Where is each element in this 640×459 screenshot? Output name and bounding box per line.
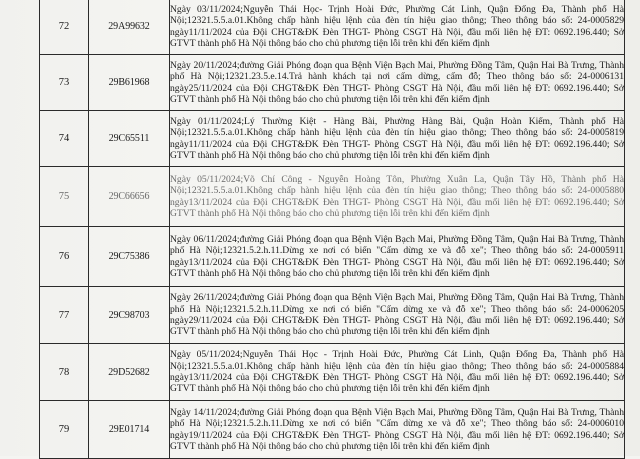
table-row (40, 344, 625, 401)
row-number: 72 (40, 0, 89, 55)
violation-details: Ngày 14/11/2024;đường Giải Phóng đoạn qua Bệnh Viện Bạch Mai, Phường Đồng Tâm, Quận Hai Bà Trưng, Thành phố Hà Nội;12321.5.2.h.11.Dừng xe nơi có biển "Cấm dừng xe và đỗ xe"; Theo thông báo số: 24-0006010 ngày19/11/2024 của Đội CHGT&ĐK Đèn THGT- Phòng CSGT Hà Nội, đầu mối liên hệ ĐT: 0692.196.440; Sở GTVT thành phố Hà Nội thông báo cho chủ phương tiện lỗi trên khi đến kiểm định (170, 401, 625, 459)
license-plate: 29C65511 (89, 111, 170, 167)
row-number: 74 (40, 111, 89, 167)
row-number: 79 (40, 401, 89, 459)
license-plate: 29B61968 (89, 55, 170, 111)
violation-details: Ngày 26/11/2024;đường Giải Phóng đoạn qua Bệnh Viện Bạch Mai, Phường Đồng Tâm, Quận Hai Bà Trưng, Thành phố Hà Nội;12321.5.2.h.11.Dừng xe nơi có biển "Cấm dừng xe và đỗ xe"; Theo thông báo số: 24-0006205 ngày29/11/2024 của Đội CHGT&ĐK Đèn THGT- Phòng CSGT Hà Nội, đầu mối liên hệ ĐT: 0692.196.440; Sở GTVT thành phố Hà Nội thông báo cho chủ phương tiện lỗi trên khi đến kiểm định (170, 287, 625, 344)
license-plate: 29C66656 (89, 167, 170, 227)
table-row (40, 111, 625, 167)
violations-table (39, 0, 625, 459)
row-number: 78 (40, 344, 89, 401)
violation-details: Ngày 05/11/2024;Võ Chí Công - Nguyễn Hoàng Tôn, Phường Xuân La, Quận Tây Hồ, Thành phố Hà Nội;12321.5.5.a.01.Không chấp hành hiệu lệnh của đèn tín hiệu giao thông; Theo thông báo số: 24-0005880 ngày13/11/2024 của Đội CHGT&ĐK Đèn THGT- Phòng CSGT Hà Nội, đầu mối liên hệ ĐT: 0692.196.440; Sở GTVT thành phố Hà Nội thông báo cho chủ phương tiện lỗi trên khi đến kiểm định (170, 167, 625, 227)
table-row (40, 287, 625, 344)
license-plate: 29A99632 (89, 0, 170, 55)
row-number: 76 (40, 227, 89, 287)
table-row (40, 401, 625, 459)
table-row (40, 0, 625, 55)
violation-details: Ngày 01/11/2024;Lý Thường Kiệt - Hàng Bài, Phường Hàng Bài, Quận Hoàn Kiếm, Thành phố Hà Nội;12321.5.5.a.01.Không chấp hành hiệu lệnh của đèn tín hiệu giao thông; Theo thông báo số: 24-0005819 ngày11/11/2024 của Đội CHGT&ĐK Đèn THGT- Phòng CSGT Hà Nội, đầu mối liên hệ ĐT: 0692.196.440; Sở GTVT thành phố Hà Nội thông báo cho chủ phương tiện lỗi trên khi đến kiểm định (170, 111, 625, 167)
table-row (40, 167, 625, 227)
license-plate: 29D52682 (89, 344, 170, 401)
table-row (40, 55, 625, 111)
table-row (40, 227, 625, 287)
violation-details: Ngày 05/11/2024;Nguyễn Thái Học - Trịnh Hoài Đức, Phường Cát Linh, Quận Đống Đa, Thành phố Hà Nội;12321.5.5.a.01.Không chấp hành hiệu lệnh của đèn tín hiệu giao thông; Theo thông báo số: 24-0005884 ngày13/11/2024 của Đội CHGT&ĐK Đèn THGT- Phòng CSGT Hà Nội, đầu mối liên hệ ĐT: 0692.196.440; Sở GTVT thành phố Hà Nội thông báo cho chủ phương tiện lỗi trên khi đến kiểm định (170, 344, 625, 401)
violation-details: Ngày 20/11/2024;đường Giải Phóng đoạn qua Bệnh Viện Bạch Mai, Phường Đồng Tâm, Quận Hai Bà Trưng, Thành phố Hà Nội;12321.23.5.e.14.Trả hành khách tại nơi cấm dừng, cấm đỗ; Theo thông báo số: 24-0006131 ngày25/11/2024 của Đội CHGT&ĐK Đèn THGT- Phòng CSGT Hà Nội, đầu mối liên hệ ĐT: 0692.196.440; Sở GTVT thành phố Hà Nội thông báo cho chủ phương tiện lỗi trên khi đến kiểm định (170, 55, 625, 111)
license-plate: 29C98703 (89, 287, 170, 344)
row-number: 75 (40, 167, 89, 227)
violation-details: Ngày 03/11/2024;Nguyễn Thái Học- Trịnh Hoài Đức, Phường Cát Linh, Quận Đống Đa, Thành phố Hà Nội;12321.5.5.a.01.Không chấp hành hiệu lệnh của đèn tín hiệu giao thông; Theo thông báo số: 24-0005829 ngày11/11/2024 của Đội CHGT&ĐK Đèn THGT- Phòng CSGT Hà Nội, đầu mối liên hệ ĐT: 0692.196.440; Sở GTVT thành phố Hà Nội thông báo cho chủ phương tiện lỗi trên khi đến kiểm định (170, 0, 625, 55)
violation-details: Ngày 06/11/2024;đường Giải Phóng đoạn qua Bệnh Viện Bạch Mai, Phường Đồng Tâm, Quận Hai Bà Trưng, Thành phố Hà Nội;12321.5.2.h.11.Dừng xe nơi có biển "Cấm dừng xe và đỗ xe"; Theo thông báo số: 24-0005911 ngày13/11/2024 của Đội CHGT&ĐK Đèn THGT- Phòng CSGT Hà Nội, đầu mối liên hệ ĐT: 0692.196.440; Sở GTVT thành phố Hà Nội thông báo cho chủ phương tiện lỗi trên khi đến kiểm định (170, 227, 625, 287)
license-plate: 29E01714 (89, 401, 170, 459)
row-number: 77 (40, 287, 89, 344)
row-number: 73 (40, 55, 89, 111)
license-plate: 29C75386 (89, 227, 170, 287)
